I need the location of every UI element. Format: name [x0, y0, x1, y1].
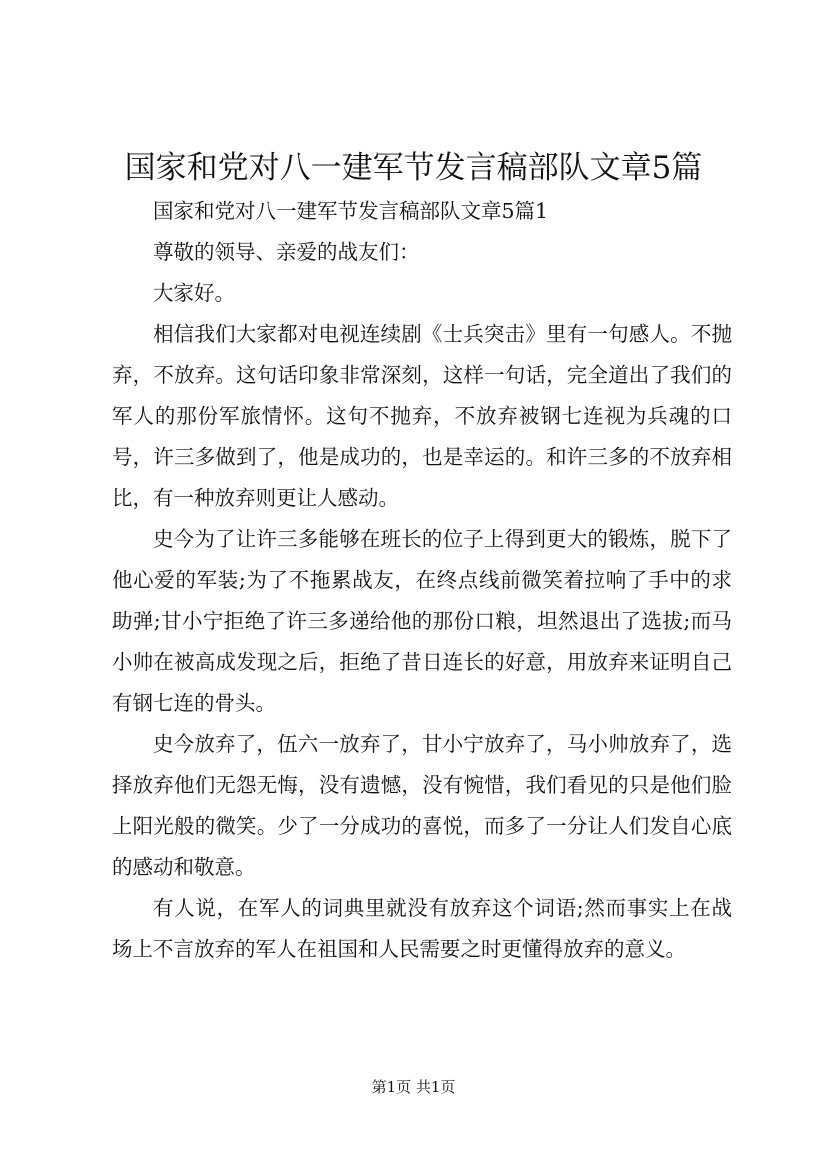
greeting-paragraph: 大家好。 [153, 281, 235, 305]
body-paragraph: 史今为了让许三多能够在班长的位子上得到更大的锻炼，脱下了他心爱的军装;为了不拖累战友，在终点线前微笑着拉响了手中的求助弹;甘小宁拒绝了许三多递给他的那份口粮，坦然退出了选拔;而马小帅在被高成发现之后，拒绝了昔日连长的好意，用放弃来证明自己有钢七连的骨头。 [112, 527, 732, 715]
body-paragraph: 有人说，在军人的词典里就没有放弃这个词语;然而事实上在战场上不言放弃的军人在祖国和人民需要之时更懂得放弃的意义。 [112, 896, 732, 961]
body-paragraph: 相信我们大家都对电视连续剧《士兵突击》里有一句感人。不抛弃，不放弃。这句话印象非常深刻，这样一句话，完全道出了我们的军人的那份军旅情怀。这句不抛弃，不放弃被钢七连视为兵魂的口号，许三多做到了，他是成功的，也是幸运的。和许三多的不放弃相比，有一种放弃则更让人感动。 [112, 322, 732, 510]
page-footer: 第1页 共1页 [371, 1078, 456, 1096]
subtitle-paragraph: 国家和党对八一建军节发言稿部队文章5篇1 [153, 199, 549, 223]
document-title: 国家和党对八一建军节发言稿部队文章5篇 [124, 150, 703, 186]
body-paragraph: 史今放弃了，伍六一放弃了，甘小宁放弃了，马小帅放弃了，选择放弃他们无怨无悔，没有遗憾，没有惋惜，我们看见的只是他们脸上阳光般的微笑。少了一分成功的喜悦，而多了一分让人们发自心底的感动和敬意。 [112, 732, 732, 879]
document-body [112, 191, 732, 970]
salutation-paragraph: 尊敬的领导、亲爱的战友们： [153, 240, 420, 264]
